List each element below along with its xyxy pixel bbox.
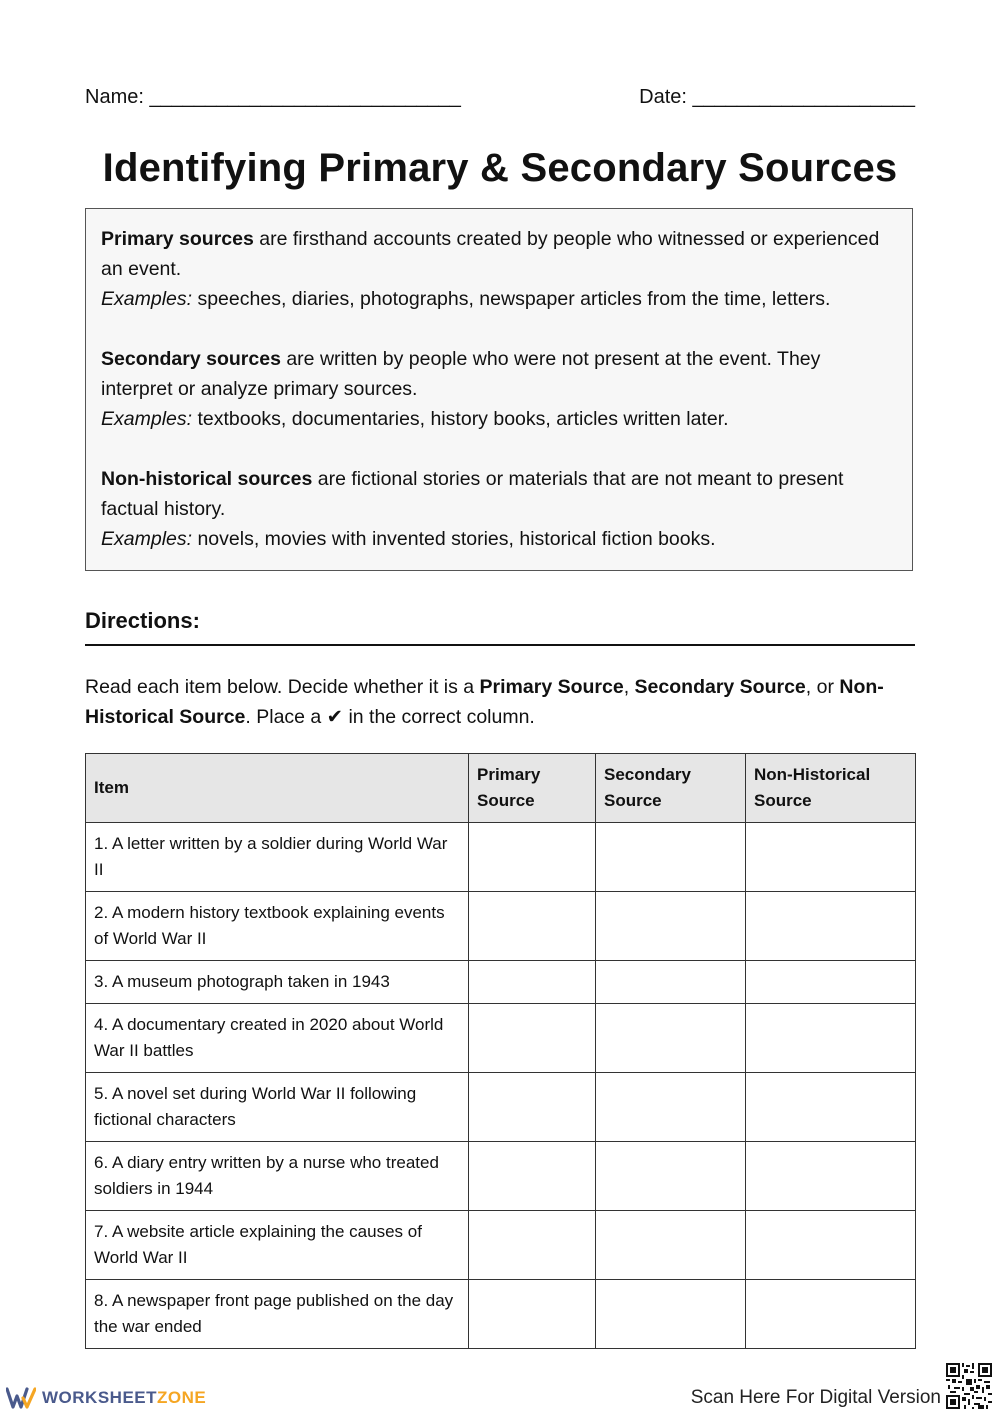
definition-examples [101,524,897,554]
directions-heading: Directions: [85,608,915,646]
item-cell: 1. A letter written by a soldier during World War II [86,823,469,892]
definition-text: are fictional stories or materials that are not meant to present factual history. [101,468,844,520]
definition-secondary [101,344,897,434]
header-fields [85,86,915,114]
definition-text: are written by people who were not present at the event. They interpret or analyze primary sources. [101,348,821,400]
name-field[interactable] [85,86,461,109]
header-secondary-source: Secondary Source [596,754,746,823]
table-row [86,1280,916,1349]
definition-primary [101,224,897,314]
non-historical-checkbox-cell[interactable] [746,1211,916,1280]
primary-checkbox-cell[interactable] [469,961,596,1004]
primary-checkbox-cell[interactable] [469,1142,596,1211]
non-historical-checkbox-cell[interactable] [746,823,916,892]
name-label: Name: [85,86,144,108]
directions-text [85,672,915,732]
directions-part: . Place a ✔ in the correct column. [245,706,535,728]
examples-label: Examples: [101,408,193,430]
examples-text: speeches, diaries, photographs, newspaper articles from the time, letters. [192,288,831,310]
directions-bold-primary: Primary Source [479,676,624,698]
directions-part: , or [805,676,840,698]
table-row [86,1073,916,1142]
definition-term: Primary sources [101,228,254,250]
examples-text: textbooks, documentaries, history books, articles written later. [192,408,729,430]
non-historical-checkbox-cell[interactable] [746,892,916,961]
item-cell: 4. A documentary created in 2020 about World War II battles [86,1004,469,1073]
non-historical-checkbox-cell[interactable] [746,1073,916,1142]
item-cell: 6. A diary entry written by a nurse who treated soldiers in 1944 [86,1142,469,1211]
definition-text: are firsthand accounts created by people who witnessed or experienced an event. [101,228,880,280]
definition-term: Non-historical sources [101,468,313,490]
primary-checkbox-cell[interactable] [469,892,596,961]
table-row [86,961,916,1004]
table-header-row [86,754,916,823]
page-title: Identifying Primary & Secondary Sources [102,146,898,190]
definitions-box [85,208,913,571]
non-historical-checkbox-cell[interactable] [746,961,916,1004]
date-label: Date: [639,86,687,108]
primary-checkbox-cell[interactable] [469,823,596,892]
sources-table [85,753,916,1349]
header-primary-source: Primary Source [469,754,596,823]
secondary-checkbox-cell[interactable] [596,1142,746,1211]
definition-non-historical [101,464,897,554]
non-historical-checkbox-cell[interactable] [746,1004,916,1073]
table-row [86,1004,916,1073]
item-cell: 5. A novel set during World War II following fictional characters [86,1073,469,1142]
table-row [86,1142,916,1211]
non-historical-checkbox-cell[interactable] [746,1142,916,1211]
primary-checkbox-cell[interactable] [469,1211,596,1280]
definition-term: Secondary sources [101,348,281,370]
examples-label: Examples: [101,528,193,550]
date-field[interactable] [639,86,915,109]
directions-bold-non-historical: Non-Historical Source [85,676,884,728]
primary-checkbox-cell[interactable] [469,1004,596,1073]
secondary-checkbox-cell[interactable] [596,892,746,961]
table-row [86,823,916,892]
logo-text [42,1388,206,1408]
name-blank-line[interactable]: ____________________________ [149,86,461,108]
secondary-checkbox-cell[interactable] [596,1211,746,1280]
item-cell: 7. A website article explaining the causes of World War II [86,1211,469,1280]
directions-bold-secondary: Secondary Source [634,676,806,698]
secondary-checkbox-cell[interactable] [596,1073,746,1142]
non-historical-checkbox-cell[interactable] [746,1280,916,1349]
qr-code-icon[interactable] [946,1363,992,1409]
date-blank-line[interactable]: ____________________ [692,86,915,108]
table-row [86,1211,916,1280]
scan-here-text: Scan Here For Digital Version [690,1387,941,1408]
secondary-checkbox-cell[interactable] [596,1280,746,1349]
logo-word-zone: ZONE [157,1388,207,1407]
item-cell: 3. A museum photograph taken in 1943 [86,961,469,1004]
examples-label: Examples: [101,288,193,310]
secondary-checkbox-cell[interactable] [596,961,746,1004]
worksheetzone-logo-icon [6,1387,36,1409]
header-non-historical-source: Non-Historical Source [746,754,916,823]
definition-examples [101,284,897,314]
secondary-checkbox-cell[interactable] [596,823,746,892]
definition-examples [101,404,897,434]
directions-part: Read each item below. Decide whether it is a [85,676,480,698]
item-cell: 2. A modern history textbook explaining events of World War II [86,892,469,961]
primary-checkbox-cell[interactable] [469,1073,596,1142]
examples-text: novels, movies with invented stories, historical fiction books. [192,528,716,550]
primary-checkbox-cell[interactable] [469,1280,596,1349]
directions-part: , [623,676,635,698]
header-item: Item [86,754,469,823]
worksheetzone-logo[interactable] [6,1384,206,1412]
table-row [86,892,916,961]
item-cell: 8. A newspaper front page published on the day the war ended [86,1280,469,1349]
logo-word-worksheet: WORKSHEET [42,1388,157,1407]
secondary-checkbox-cell[interactable] [596,1004,746,1073]
